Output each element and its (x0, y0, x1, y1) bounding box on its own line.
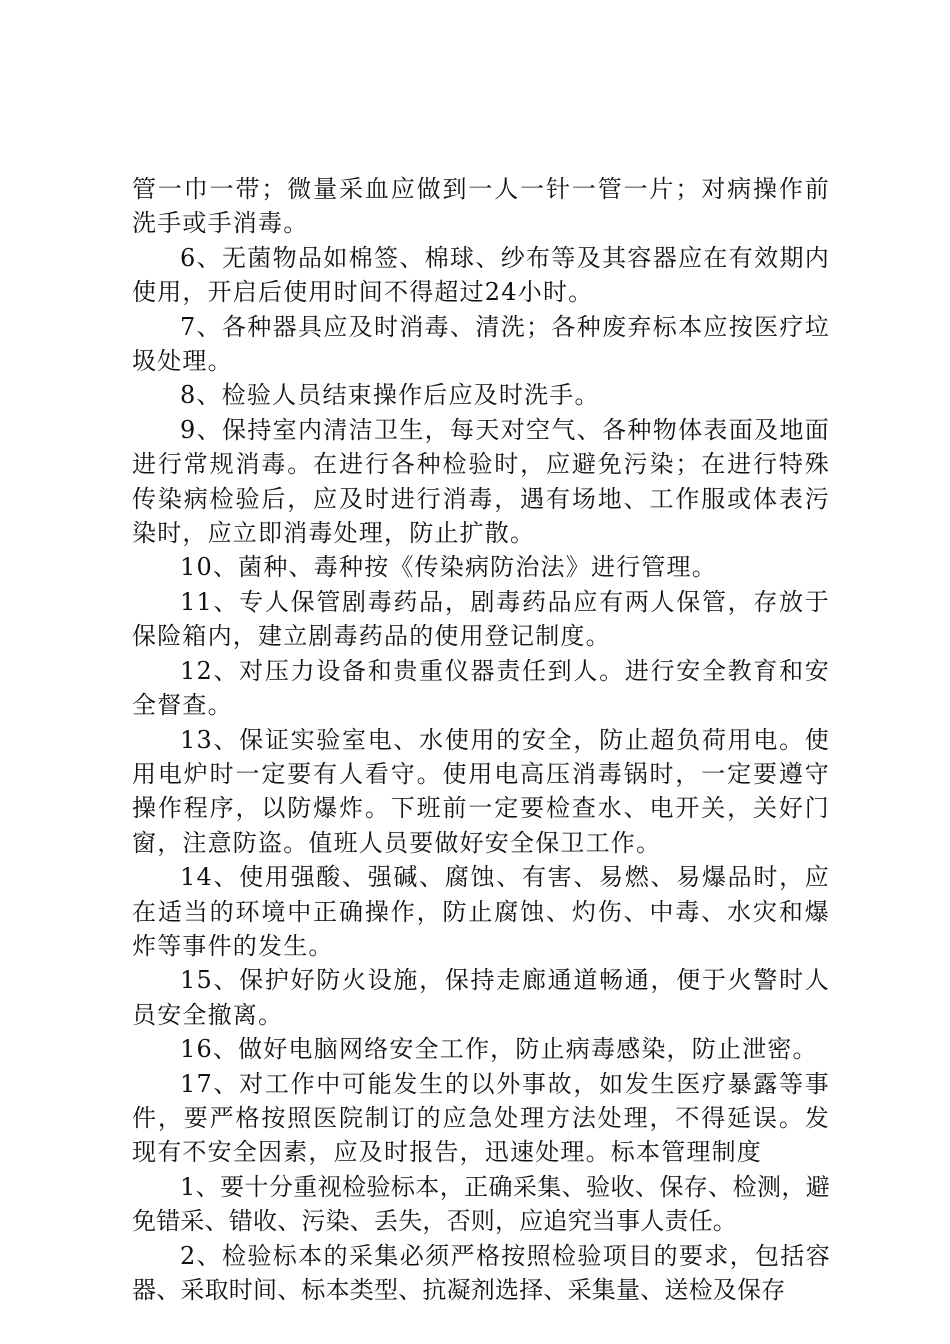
paragraph-item-7: 7、各种器具应及时消毒、清洗；各种废弃标本应按医疗垃圾处理。 (132, 312, 830, 376)
paragraph-item-6: 6、无菌物品如棉签、棉球、纱布等及其容器应在有效期内使用，开启后使用时间不得超过24小时。 (132, 243, 830, 307)
paragraph-item-9: 9、保持室内清洁卫生，每天对空气、各种物体表面及地面进行常规消毒。在进行各种检验时，应避免污染；在进行特殊传染病检验后，应及时进行消毒，遇有场地、工作服或体表污染时，应立即消毒处理，防止扩散。 (132, 415, 830, 548)
document-page (132, 172, 830, 1307)
paragraph-item-10: 10、菌种、毒种按《传染病防治法》进行管理。 (180, 553, 717, 582)
paragraph-item-12: 12、对压力设备和贵重仪器责任到人。进行安全教育和安全督查。 (132, 656, 830, 720)
paragraph-continuation: 管一巾一带；微量采血应做到一人一针一管一片；对病操作前洗手或手消毒。 (132, 175, 830, 238)
paragraph-item-13: 13、保证实验室电、水使用的安全，防止超负荷用电。使用电炉时一定要有人看守。使用电高压消毒锅时，一定要遵守操作程序，以防爆炸。下班前一定要检查水、电开关，关好门窗，注意防盗。值班人员要做好安全保卫工作。 (132, 725, 830, 857)
paragraph-item-17: 17、对工作中可能发生的以外事故，如发生医疗暴露等事件，要严格按照医院制订的应急处理方法处理，不得延误。发现有不安全因素，应及时报告，迅速处理。标本管理制度 (132, 1069, 830, 1167)
paragraph-item-11: 11、专人保管剧毒药品，剧毒药品应有两人保管，存放于保险箱内，建立剧毒药品的使用登记制度。 (132, 587, 830, 651)
paragraph-item-8: 8、检验人员结束操作后应及时洗手。 (180, 381, 600, 410)
paragraph-item-14: 14、使用强酸、强碱、腐蚀、有害、易燃、易爆品时，应在适当的环境中正确操作，防止腐蚀、灼伤、中毒、水灾和爆炸等事件的发生。 (132, 863, 830, 960)
paragraph-specimen-item-1: 1、要十分重视检验标本，正确采集、验收、保存、检测，避免错采、错收、污染、丢失，否则，应追究当事人责任。 (132, 1172, 830, 1236)
paragraph-item-16: 16、做好电脑网络安全工作，防止病毒感染，防止泄密。 (180, 1035, 818, 1064)
paragraph-item-15: 15、保护好防火设施，保持走廊通道畅通，便于火警时人员安全撤离。 (132, 966, 830, 1029)
paragraph-specimen-item-2: 2、检验标本的采集必须严格按照检验项目的要求，包括容器、采取时间、标本类型、抗凝剂选择、采集量、送检及保存 (132, 1241, 830, 1304)
